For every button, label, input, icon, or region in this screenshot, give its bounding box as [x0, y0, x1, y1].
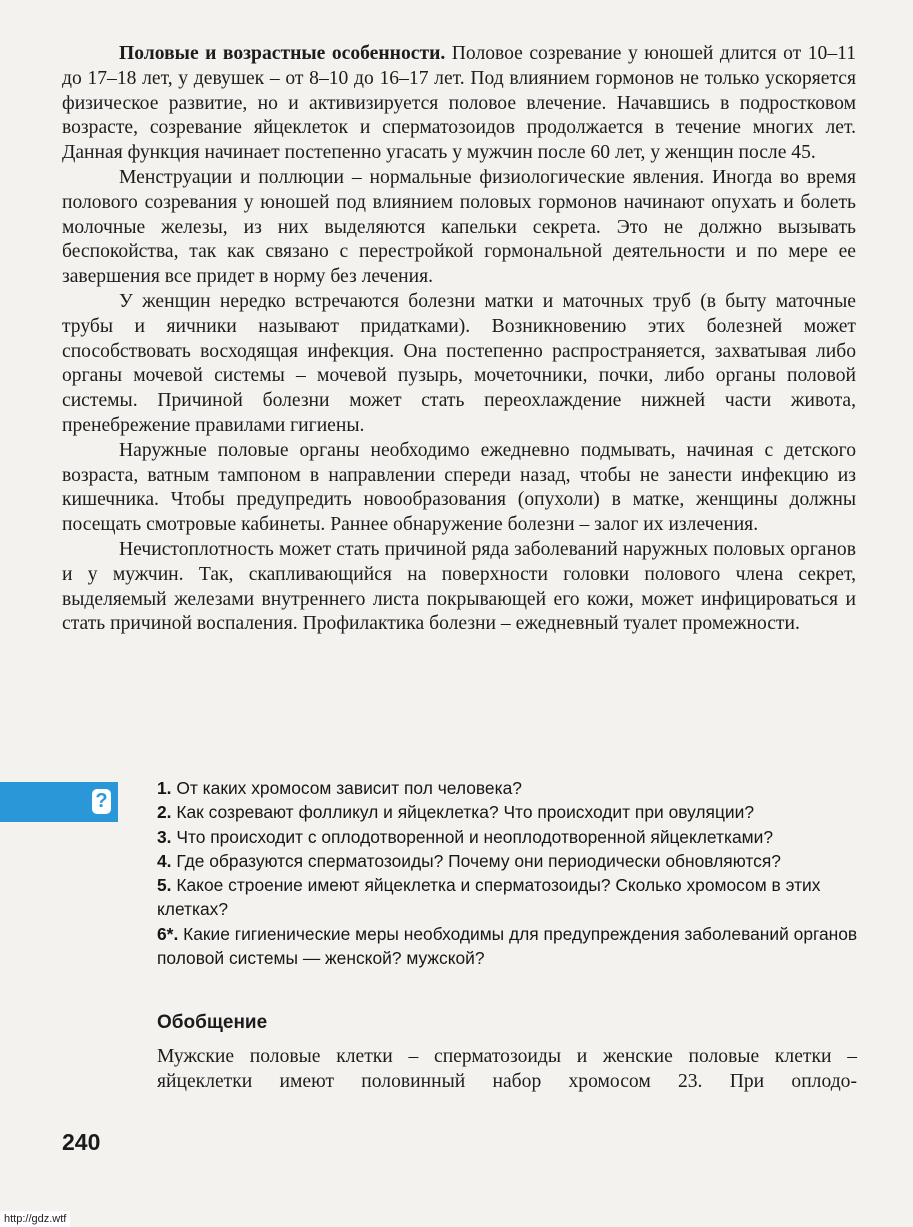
question-number: 5. [157, 875, 172, 896]
page-number: 240 [62, 1129, 101, 1155]
question-item [157, 922, 867, 971]
question-number: 4. [157, 850, 172, 871]
question-text: Какие гигиенические меры необходимы для предупреждения заболеваний органов половой системы — женской? мужской? [157, 923, 858, 969]
question-item [157, 873, 867, 922]
summary-text: Мужские половые клетки – сперматозоиды и женские половые клетки – яйцеклетки имеют половинный набор хромосом 23. При оплодо- [157, 1046, 857, 1092]
watermark: http://gdz.wtf [0, 1211, 70, 1227]
section-heading: Половые и возрастные особенности. [119, 43, 446, 64]
question-text: Как созревают фолликул и яйцеклетка? Что происходит при овуляции? [176, 802, 755, 823]
question-text: От каких хромосом зависит пол человека? [176, 778, 522, 798]
question-item [157, 776, 867, 800]
question-number: 6*. [157, 923, 179, 944]
review-questions [157, 776, 867, 970]
main-text [62, 42, 856, 637]
question-mark-icon: ? [92, 789, 111, 814]
summary-title: Обобщение [157, 1012, 268, 1033]
question-number: 2. [157, 802, 172, 823]
question-item [157, 825, 867, 849]
paragraph-1-text: Половое созревание у юношей длится от 10–11 до 17–18 лет, у девушек – от 8–10 до 16–17 лет. Под влиянием гормонов не только ускоряется физическое развитие, но и активизируется половое влечение. Начавшись в подростковом возрасте, созревание яйцеклеток и сперматозоидов продолжается в течение многих лет. Данная функция начинает постепенно угасать у мужчин после 60 лет, у женщин после 45. [62, 43, 856, 164]
question-text: Что происходит с оплодотворенной и неоплодотворенной яйцеклетками? [176, 826, 773, 847]
question-text: Какое строение имеют яйцеклетка и сперматозоиды? Сколько хромосом в этих клетках? [157, 875, 821, 920]
paragraph-1 [62, 42, 856, 166]
question-text: Где образуются сперматозоиды? Почему они периодически обновляются? [176, 850, 781, 871]
paragraph-4: Наружные половые органы необходимо ежедневно подмывать, начиная с детского возраста, ватным тампоном в направлении спереди назад, чтобы не занести инфекцию из кишечника. Чтобы предупредить новообразования (опухоли) в матке, женщины должны посещать смотровые кабинеты. Раннее обнаружение болезни – залог их излечения. [62, 439, 856, 536]
question-item [157, 800, 867, 824]
question-item [157, 849, 867, 873]
question-number: 3. [157, 826, 172, 847]
paragraph-5: Нечистоплотность может стать причиной ряда заболеваний наружных половых органов и у мужчин. Так, скапливающийся на поверхности головки полового члена секрет, выделяемый железами внутреннего листа покрывающей его кожи, может инфицироваться и стать причиной воспаления. Профилактика болезни – ежедневный туалет промежности. [62, 538, 856, 635]
paragraph-2: Менструации и поллюции – нормальные физиологические явления. Иногда во время полового созревания у юношей под влиянием половых гормонов начинают опухать и болеть молочные железы, из них выделяются капельки секрета. Это не должно вызывать беспокойства, так как связано с перестройкой гормональной деятельности и по мере ее завершения все придет в норму без лечения. [62, 166, 856, 288]
paragraph-3: У женщин нередко встречаются болезни матки и маточных труб (в быту маточные трубы и яичники называют придатками). Возникновению этих болезней может способствовать восходящая инфекция. Она постепенно распространяется, захватывая либо органы мочевой системы – мочевой пузырь, мочеточники, почки, либо органы половой системы. Причиной болезни может стать переохлаждение нижней части живота, пренебрежение правилами гигиены. [62, 290, 856, 436]
question-number: 1. [157, 778, 172, 798]
